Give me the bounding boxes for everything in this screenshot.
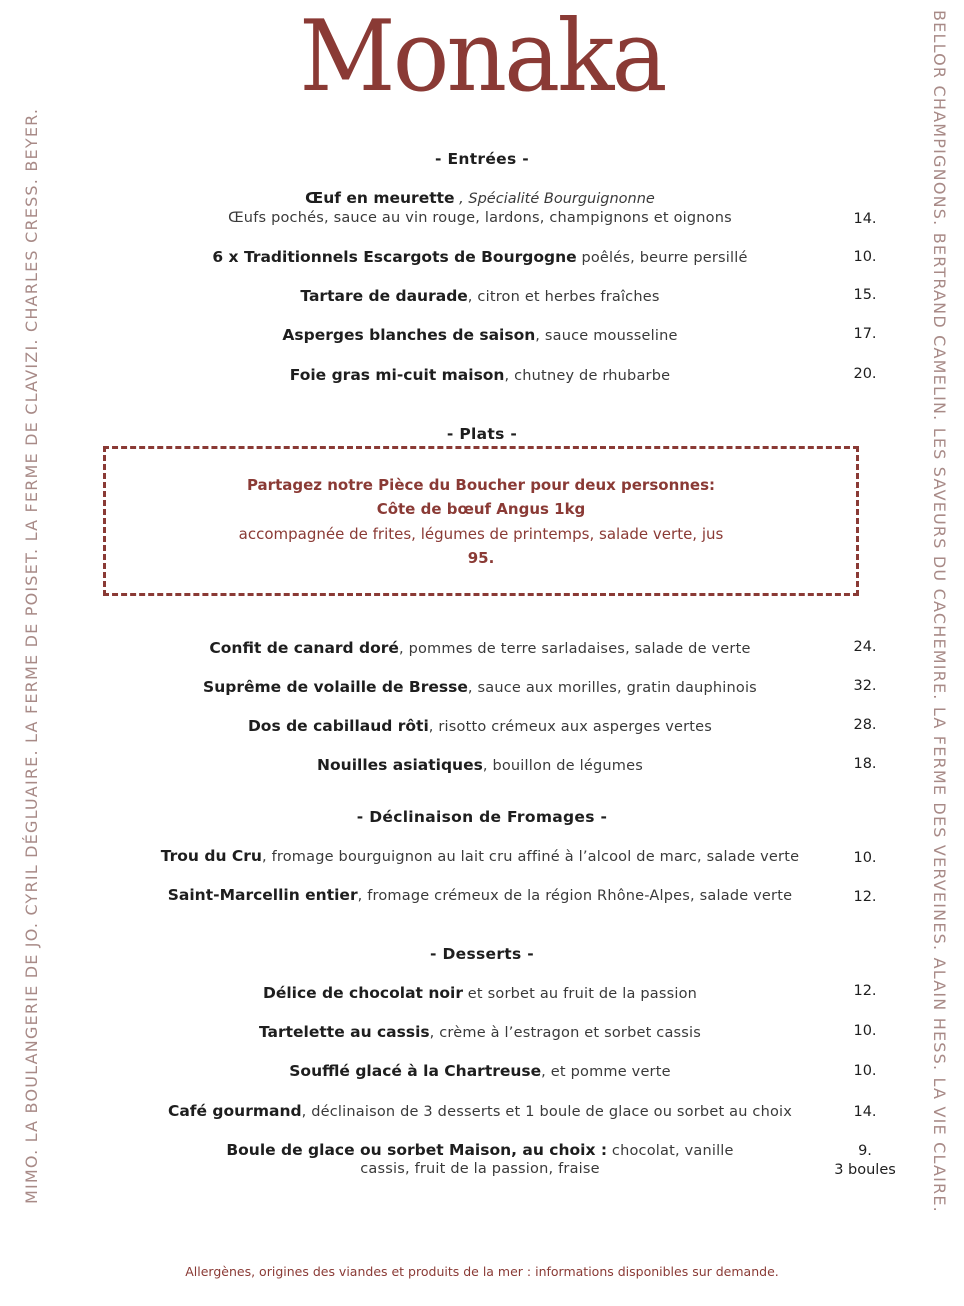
item-name: Café gourmand bbox=[167, 1102, 302, 1120]
special-offer-description: accompagnée de frites, légumes de printemps, salade verte, jus bbox=[238, 525, 724, 543]
allergen-notice: Allergènes, origines des viandes et produits de la mer : informations disponibles sur demande. bbox=[185, 1264, 779, 1279]
item-price: 9. bbox=[858, 1143, 872, 1159]
item-specialty: Spécialité Bourguignonne bbox=[468, 191, 655, 207]
item-title-line bbox=[120, 717, 840, 735]
item-title-line bbox=[120, 756, 840, 774]
section-heading-plats: - Plats - bbox=[446, 425, 518, 443]
item-description: , risotto crémeux aux asperges vertes bbox=[428, 719, 713, 735]
item-description: cassis, fruit de la passion, fraise bbox=[360, 1161, 600, 1177]
item-separator: , bbox=[454, 191, 469, 207]
item-name: Dos de cabillaud rôti bbox=[247, 717, 429, 735]
item-name: Boule de glace ou sorbet Maison, au choix : bbox=[226, 1141, 608, 1159]
item-price: 20. bbox=[853, 366, 877, 382]
item-name: Suprême de volaille de Bresse bbox=[203, 678, 468, 696]
suppliers-list-left: MIMO. LA BOULANGERIE DE JO. CYRIL DÉGLUAIRE. LA FERME DE POISET. LA FERME DE CLAVIZI. CHARLES CRESS. BEYER. bbox=[22, 107, 41, 1204]
special-offer-price: 95. bbox=[467, 549, 495, 567]
item-price-note: 3 boules bbox=[834, 1162, 896, 1178]
item-title-line bbox=[120, 1023, 840, 1041]
item-title-line bbox=[120, 1141, 840, 1159]
item-description: , bouillon de légumes bbox=[482, 758, 643, 774]
item-description: chocolat, vanille bbox=[607, 1143, 734, 1159]
item-title-line bbox=[120, 886, 840, 904]
item-price: 32. bbox=[853, 678, 877, 694]
item-title-line bbox=[120, 248, 840, 266]
item-description: poêlés, beurre persillé bbox=[576, 250, 748, 266]
item-price: 24. bbox=[853, 639, 877, 655]
item-name: Foie gras mi-cuit maison bbox=[289, 366, 505, 384]
item-description: et sorbet au fruit de la passion bbox=[463, 986, 698, 1002]
item-description: , déclinaison de 3 desserts et 1 boule de glace ou sorbet au choix bbox=[301, 1104, 793, 1120]
item-description: , sauce aux morilles, gratin dauphinois bbox=[467, 680, 757, 696]
item-name: Tartelette au cassis bbox=[258, 1023, 430, 1041]
section-heading-fromages: - Déclinaison de Fromages - bbox=[356, 808, 608, 826]
item-description: , fromage bourguignon au lait cru affiné à l’alcool de marc, salade verte bbox=[261, 849, 800, 865]
item-name: Confit de canard doré bbox=[209, 639, 399, 657]
item-description: , sauce mousseline bbox=[535, 328, 678, 344]
item-name: Nouilles asiatiques bbox=[317, 756, 483, 774]
item-description: , chutney de rhubarbe bbox=[504, 368, 671, 384]
item-name: Œuf en meurette bbox=[305, 189, 455, 207]
restaurant-logo: Monaka bbox=[299, 0, 665, 114]
item-price: 12. bbox=[853, 983, 877, 999]
item-price: 12. bbox=[853, 889, 877, 905]
item-description: Œufs pochés, sauce au vin rouge, lardons, champignons et oignons bbox=[228, 210, 732, 226]
item-price: 14. bbox=[853, 211, 877, 227]
special-offer-dish: Côte de bœuf Angus 1kg bbox=[376, 500, 586, 518]
item-title-line bbox=[120, 326, 840, 344]
item-price: 10. bbox=[853, 1023, 877, 1039]
item-title-line bbox=[120, 1062, 840, 1080]
item-description: , crème à l’estragon et sorbet cassis bbox=[429, 1025, 702, 1041]
item-price: 10. bbox=[853, 249, 877, 265]
suppliers-list-right: BELLOR CHAMPIGNONS. BERTRAND CAMELIN. LES SAVEURS DU CACHEMIRE. LA FERME DES VERVEINES. ALAIN HESS. LA VIE CLAIRE. bbox=[930, 10, 949, 1213]
item-name: Délice de chocolat noir bbox=[262, 984, 463, 1002]
item-description: , et pomme verte bbox=[541, 1064, 671, 1080]
item-title-line bbox=[120, 678, 840, 696]
item-price: 14. bbox=[853, 1104, 877, 1120]
item-name: Trou du Cru bbox=[160, 847, 262, 865]
item-price: 17. bbox=[853, 326, 877, 342]
item-title-line bbox=[120, 189, 840, 207]
item-price: 18. bbox=[853, 756, 877, 772]
item-price: 10. bbox=[853, 1063, 877, 1079]
item-description: , citron et herbes fraîches bbox=[467, 289, 660, 305]
item-name: Saint-Marcellin entier bbox=[167, 886, 358, 904]
item-name: Asperges blanches de saison bbox=[282, 326, 536, 344]
item-title-line bbox=[120, 984, 840, 1002]
item-title-line bbox=[120, 287, 840, 305]
item-name: Soufflé glacé à la Chartreuse bbox=[289, 1062, 542, 1080]
item-name: Tartare de daurade bbox=[300, 287, 468, 305]
item-title-line bbox=[120, 639, 840, 657]
section-heading-desserts: - Desserts - bbox=[430, 945, 534, 963]
special-offer-box bbox=[103, 446, 859, 596]
item-description: , pommes de terre sarladaises, salade de verte bbox=[398, 641, 751, 657]
item-title-line bbox=[120, 847, 840, 865]
item-price: 10. bbox=[853, 850, 877, 866]
item-title-line bbox=[120, 366, 840, 384]
special-offer-intro: Partagez notre Pièce du Boucher pour deux personnes: bbox=[246, 476, 716, 494]
section-heading-entrees: - Entrées - bbox=[435, 150, 529, 168]
item-title-line bbox=[120, 1102, 840, 1120]
item-price: 28. bbox=[853, 717, 877, 733]
item-price: 15. bbox=[853, 287, 877, 303]
item-description: , fromage crémeux de la région Rhône-Alpes, salade verte bbox=[357, 888, 793, 904]
item-name: 6 x Traditionnels Escargots de Bourgogne bbox=[212, 248, 577, 266]
